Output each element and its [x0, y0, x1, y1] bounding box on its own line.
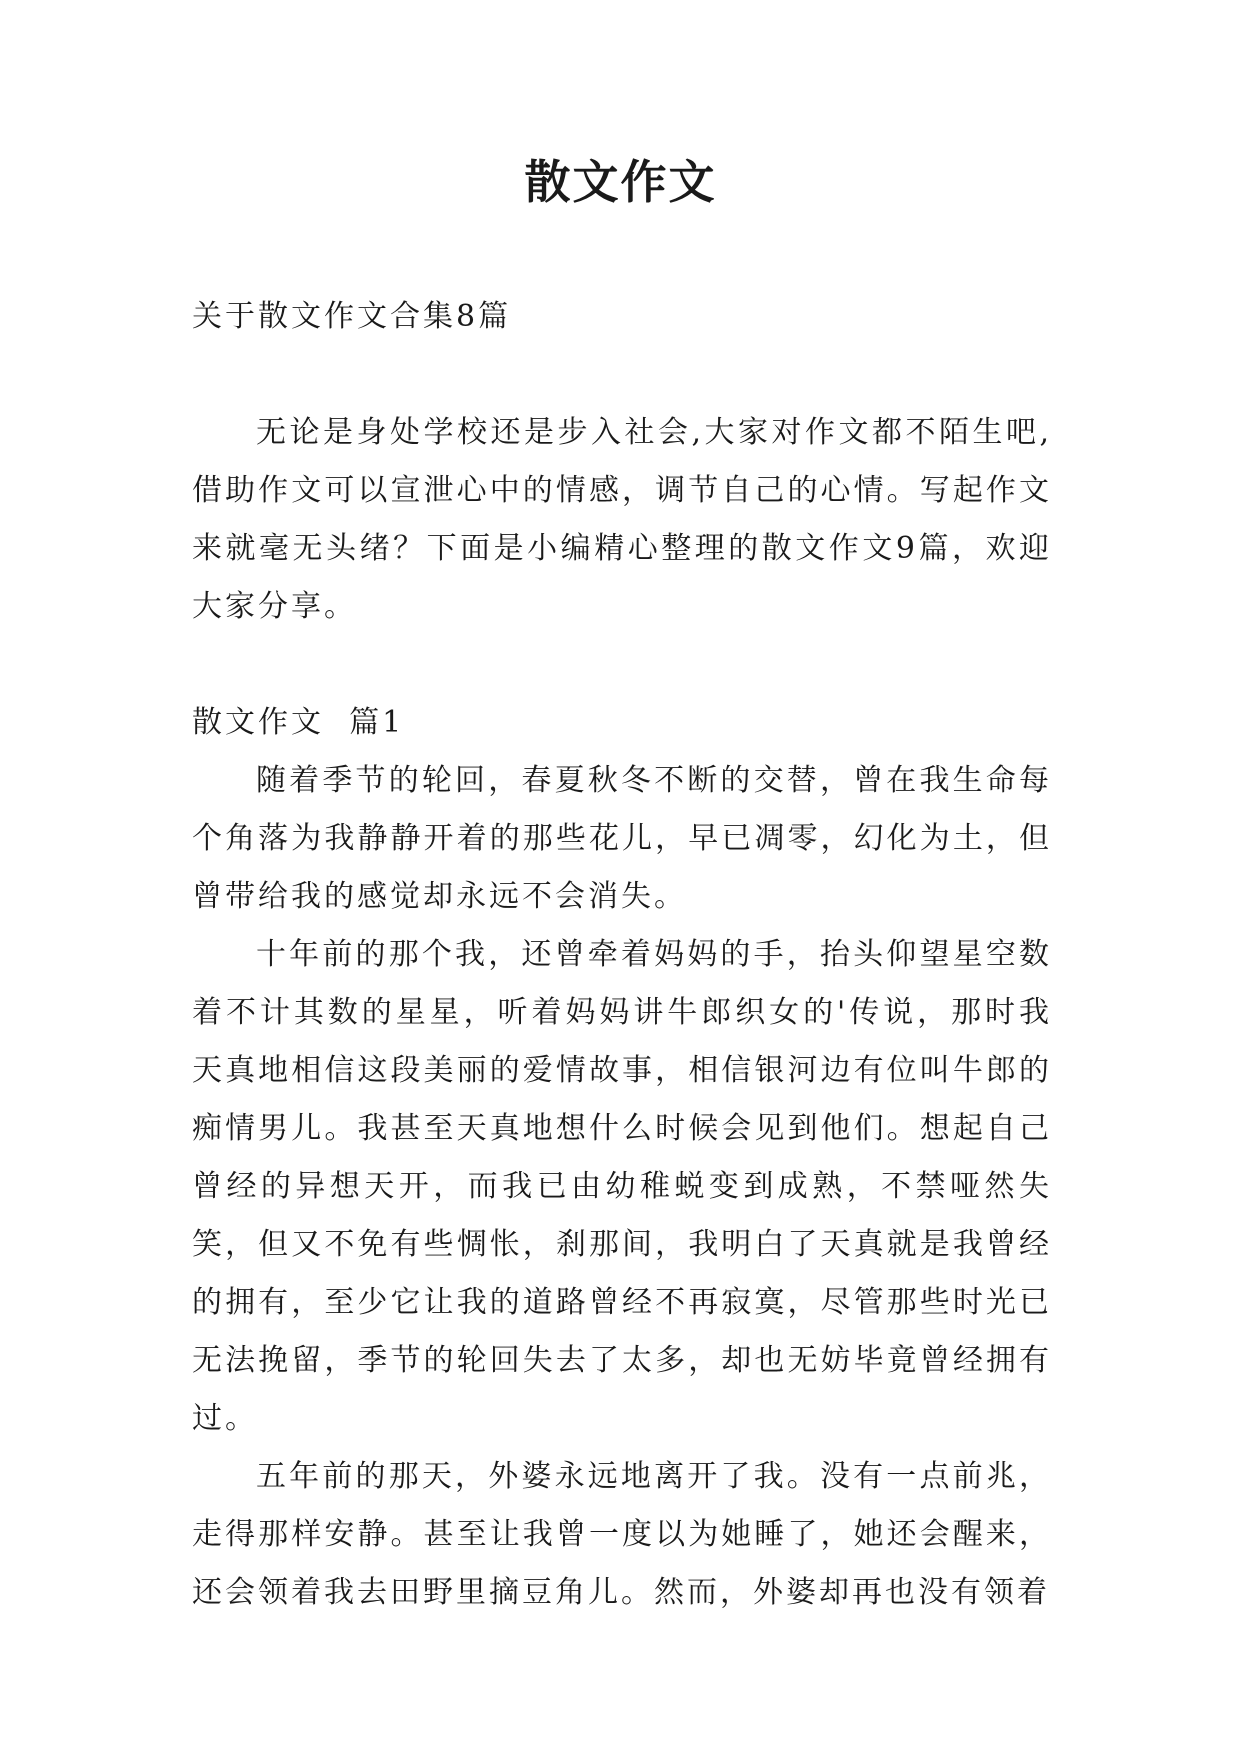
document-title: 散文作文	[524, 155, 717, 209]
section-heading: 散文作文 篇1	[192, 705, 405, 740]
body-paragraph: 随着季节的轮回，春夏秋冬不断的交替，曾在我生命每个角落为我静静开着的那些花儿，早已凋零，幻化为土，但曾带给我的感觉却永远不会消失。	[192, 763, 1052, 914]
document-body	[192, 288, 1052, 1622]
intro-paragraph: 无论是身处学校还是步入社会,大家对作文都不陌生吧,借助作文可以宣泄心中的情感，调节自己的心情。写起作文来就毫无头绪？下面是小编精心整理的散文作文9篇，欢迎大家分享。	[192, 415, 1052, 624]
document-subtitle: 关于散文作文合集8篇	[192, 299, 512, 334]
body-paragraph: 五年前的那天，外婆永远地离开了我。没有一点前兆，走得那样安静。甚至让我曾一度以为她睡了，她还会醒来，还会领着我去田野里摘豆角儿。然而，外婆却再也没有领着	[192, 1459, 1052, 1610]
body-paragraph: 十年前的那个我，还曾牵着妈妈的手，抬头仰望星空数着不计其数的星星，听着妈妈讲牛郎织女的'传说，那时我天真地相信这段美丽的爱情故事，相信银河边有位叫牛郎的痴情男儿。我甚至天真地想什么时候会见到他们。想起自己曾经的异想天开，而我已由幼稚蜕变到成熟，不禁哑然失笑，但又不免有些惆怅，刹那间，我明白了天真就是我曾经的拥有，至少它让我的道路曾经不再寂寞，尽管那些时光已无法挽留，季节的轮回失去了太多，却也无妨毕竟曾经拥有过。	[192, 937, 1052, 1436]
